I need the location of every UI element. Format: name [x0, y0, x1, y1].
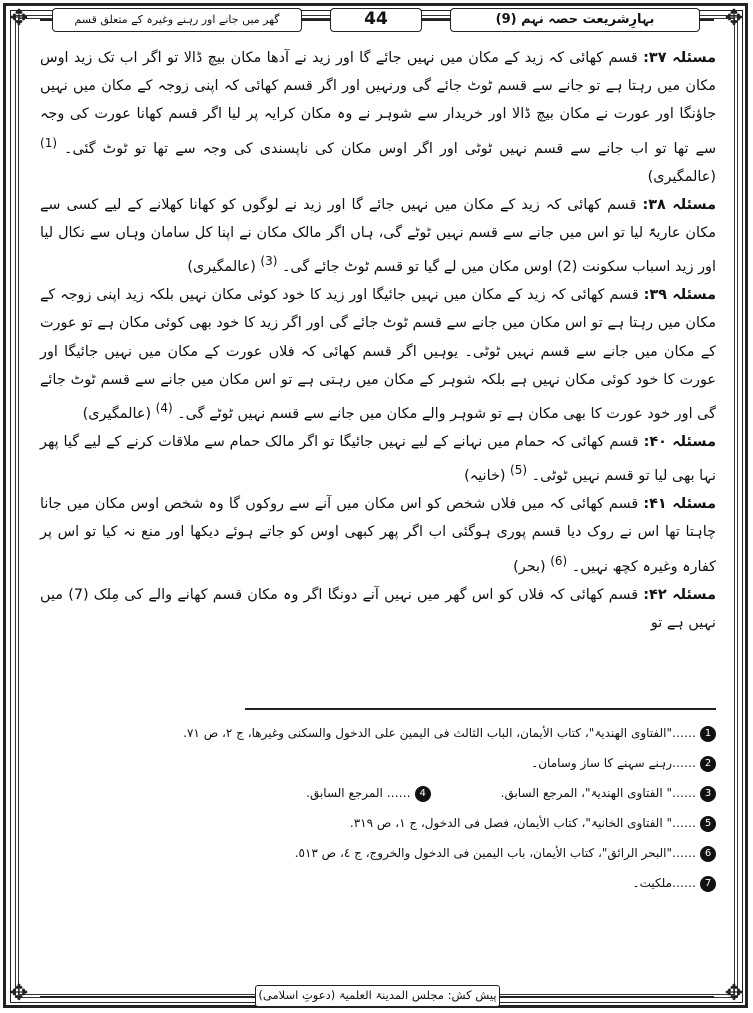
main-text	[40, 44, 716, 637]
source-ref: (عالمگیری)	[647, 168, 716, 185]
masala-paragraph	[40, 490, 716, 580]
footnote-text: ……" الفتاوی الھندیۃ"، المرجع السابق.	[500, 786, 696, 800]
source-ref: (خانیہ)	[464, 468, 506, 485]
footnote-item	[40, 808, 716, 838]
masala-text: قسم کھائی کہ فلاں کو اس گھر میں نہیں آنے دونگا اگر وہ مکان قسم کھانے والے کی مِلک (7) میں نہیں ہے تو	[40, 586, 716, 631]
footnote-text: …… المرجع السابق.	[306, 786, 411, 800]
corner-ornament-icon: ✥	[724, 981, 744, 1006]
masala-label: مسئلہ ۴۰:	[643, 434, 716, 451]
footnote-separator	[245, 708, 716, 710]
source-ref: (بحر)	[513, 558, 546, 575]
footnote-text: ……" الفتاوی الخانیۃ"، کتاب الأیمان، فصل فی الدخول، ج ۱، ص ۳۱۹.	[349, 816, 696, 830]
header-rule	[302, 19, 330, 21]
header-rule	[40, 19, 52, 21]
header-rule	[700, 19, 714, 21]
footnote-number: 1	[700, 726, 716, 742]
masala-text: قسم کھائی کہ زید کے مکان میں نہیں جائے گا اور زید نے لوگوں کو کھانا کھلانے کے لیے کسی سے مکان عاریۃً لیا تو اس میں جانے سے قسم نہیں ٹوٹے گی، ہاں اگر مالک مکان نے اپنا کل سامان وہاں سے نکال لیا اور زید اسباب سکونت (2) اوس مکان میں لے گیا تو قسم ٹوٹ جائے گی۔	[40, 196, 716, 276]
masala-paragraph	[40, 191, 716, 281]
masala-paragraph	[40, 581, 716, 637]
source-ref: (عالمگیری)	[82, 405, 152, 422]
footnote-text: ……ملکیت۔	[632, 876, 696, 890]
masala-text: قسم کھائی کہ میں فلاں شخص کو اس مکان میں آنے سے روکوں گا وہ شخص اوس مکان میں جانا چاہتا تھا اس نے روک دیا قسم پوری ہوگئی اب اگر پھر کبھی اوس کو جاتے ہوئے دیکھا اور منع نہ کیا تو اس پر کفارہ وغیرہ کچھ نہیں۔	[40, 496, 716, 575]
corner-ornament-icon: ✥	[9, 6, 29, 31]
masala-paragraph	[40, 428, 716, 490]
footnote-text: ……رہنے سہنے کا ساز وسامان۔	[531, 756, 696, 770]
page-header	[0, 4, 753, 34]
footnote-number: 5	[700, 816, 716, 832]
footnotes	[40, 718, 716, 898]
footnote-ref[interactable]: (5)	[510, 463, 528, 478]
footnote-item	[40, 748, 716, 778]
source-ref: (عالمگیری)	[187, 259, 256, 276]
corner-ornament-icon: ✥	[724, 6, 744, 31]
footnote-number: 2	[700, 756, 716, 772]
footer-rule	[500, 996, 714, 998]
footnote-ref[interactable]: (1)	[40, 135, 58, 150]
publisher-footer: پیش کش: مجلس المدینۃ العلمیۃ (دعوتِ اسلامی)	[255, 985, 500, 1007]
footnote-number: 3	[700, 786, 716, 802]
footnote-text: ……"الفتاوی الھندیۃ"، کتاب الأیمان، الباب الثالث فی الیمین علی الدخول والسکنی وغیرھا، ج ۲، ص ۷۱.	[183, 726, 696, 740]
footnote-item	[40, 718, 716, 748]
masala-label: مسئلہ ۳۷:	[643, 50, 716, 66]
footnote-ref[interactable]: (4)	[155, 401, 173, 416]
footer-rule	[40, 996, 255, 998]
masala-paragraph	[40, 44, 716, 191]
masala-label: مسئلہ ۳۹:	[643, 287, 717, 304]
masala-paragraph	[40, 281, 716, 428]
footnote-number: 4	[415, 786, 431, 802]
footnote-number: 7	[700, 876, 716, 892]
header-rule	[422, 19, 450, 21]
footnote-ref[interactable]: (6)	[550, 553, 568, 568]
footnote-item	[40, 868, 716, 898]
page-number: 44	[330, 8, 422, 32]
footnote-text: ……"البحر الرائق"، کتاب الأیمان، باب الیمین فی الدخول والخروج، ج ٤، ص ٥١٣.	[294, 846, 696, 860]
footnote-item	[40, 778, 716, 808]
footnote-ref[interactable]: (3)	[260, 254, 278, 269]
masala-label: مسئلہ ۴۱:	[643, 496, 716, 513]
masala-label: مسئلہ ۳۸:	[642, 196, 717, 213]
chapter-title: گھر میں جانے اور رہنے وغیرہ کے متعلق قسم	[52, 8, 302, 32]
masala-text: قسم کھائی کہ زید کے مکان میں نہیں جائے گا اور زید نے آدھا مکان بیچ ڈالا تو اگر اب تک زید اوس مکان میں رہتا ہے تو جانے سے قسم ٹوٹ جائے گی ورنہیں اور اگر قسم کھائی کہ اپنی زوجہ کے مکان میں نہیں جاؤنگا اور عورت نے مکان بیچ ڈالا اور خریدار سے شوہر نے وہ مکان کرایہ پر لیا اگر قسم کھانا عورت کی وجہ سے تھا تو اب جانے سے قسم نہیں ٹوٹی اور اگر اوس مکان کی ناپسندی کی وجہ سے تھا تو ٹوٹ گئی۔	[40, 50, 717, 157]
corner-ornament-icon: ✥	[9, 981, 29, 1006]
masala-text: قسم کھائی کہ زید کے مکان میں نہیں جائیگا اور زید کا خود کوئی مکان نہیں بلکہ زید اپنی زوجہ کے مکان میں رہتا ہے تو اس مکان میں جانے سے قسم ٹوٹ جائے گی اور اگر زید کا خود بھی کوئی مکان ہے تو عورت کے مکان میں جانے سے قسم نہیں ٹوٹی۔ یوہیں اگر قسم کھائی کہ فلاں عورت کے مکان میں نہیں جائیگا اور عورت کا خود کوئی مکان نہیں ہے بلکہ شوہر کے مکان میں رہتی ہے تو اس مکان میں جانے سے قسم ٹوٹ جائے گی اور خود عورت کا بھی مکان ہے تو شوہر والے مکان میں جانے سے قسم نہیں ٹوٹے گی۔	[40, 287, 716, 422]
footnote-number: 6	[700, 846, 716, 862]
masala-label: مسئلہ ۴۲:	[643, 586, 716, 603]
book-title: بہارِشریعت حصہ نہم (9)	[450, 8, 700, 32]
footnote-item	[40, 838, 716, 868]
masala-text: قسم کھائی کہ حمام میں نہانے کے لیے نہیں جائیگا تو اگر مالک حمام سے ملاقات کرنے کے لیے گیا پھر نہا بھی لیا تو قسم نہیں ٹوٹی۔	[40, 434, 716, 485]
